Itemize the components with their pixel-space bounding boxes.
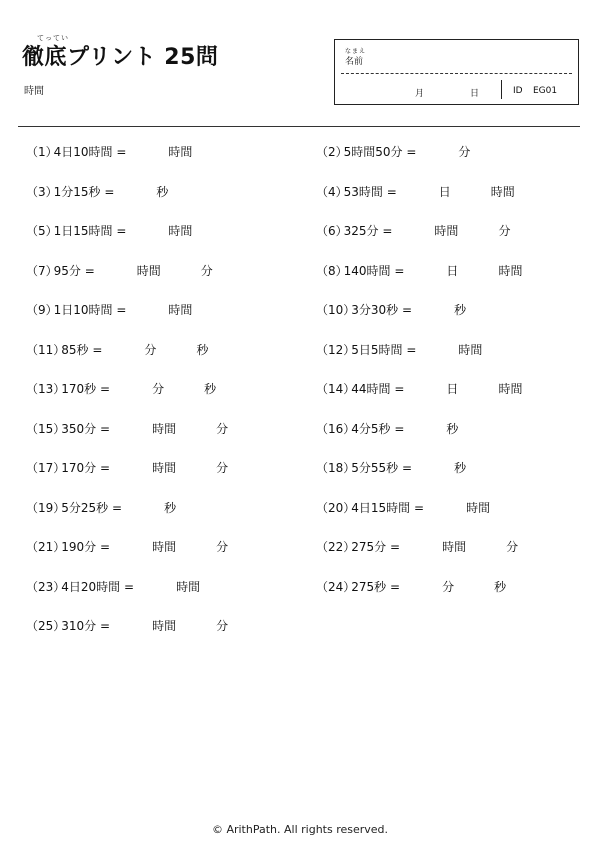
answer-unit: 分	[216, 540, 229, 554]
answer-unit: 時間	[442, 540, 467, 554]
problem-number: （18）	[316, 461, 356, 475]
problem-item	[316, 578, 592, 598]
problem-number: （21）	[26, 540, 66, 554]
answer-unit: 日	[446, 263, 459, 278]
problem-number: （23）	[26, 579, 66, 594]
month-label: 月	[415, 89, 425, 99]
answer-unit: 時間	[434, 224, 459, 238]
answer-unit: 秒	[164, 500, 177, 515]
problem-number: （20）	[316, 500, 356, 515]
answer-unit: 分	[216, 461, 229, 475]
answer-unit: 分	[200, 263, 213, 278]
answer-unit: 分	[216, 421, 229, 436]
id-value: EG01	[533, 86, 558, 96]
problem-expression: 85秒 =	[61, 342, 103, 357]
problem-expression: 275秒 =	[351, 579, 401, 594]
problem-expression: 53時間 =	[343, 184, 397, 199]
problem-expression: 5分25秒 =	[61, 500, 123, 515]
problem-item	[316, 301, 592, 321]
answer-unit: 時間	[498, 382, 523, 396]
answer-unit: 時間	[458, 342, 483, 357]
id-label: ID	[513, 86, 523, 96]
problem-number: （5）	[26, 224, 58, 238]
problem-item	[316, 143, 592, 163]
day-label: 日	[470, 89, 480, 99]
problem-item	[26, 420, 302, 440]
answer-unit: 時間	[168, 145, 193, 159]
problem-number: （15）	[26, 421, 66, 436]
answer-unit: 時間	[152, 619, 177, 633]
problem-number: （11）	[26, 342, 66, 357]
problem-item	[316, 499, 592, 519]
answer-unit: 時間	[498, 263, 523, 278]
name-dashed-line	[341, 73, 572, 74]
answer-unit: 秒	[156, 184, 169, 199]
problem-number: （3）	[26, 184, 58, 199]
problem-expression: 310分 =	[61, 619, 111, 633]
answer-unit: 秒	[454, 303, 467, 317]
problem-number: （12）	[316, 342, 356, 357]
answer-unit: 分	[152, 382, 165, 396]
answer-unit: 時間	[152, 540, 177, 554]
problem-number: （2）	[316, 145, 348, 159]
problem-expression: 1日15時間 =	[53, 224, 127, 238]
problem-expression: 4日15時間 =	[351, 500, 425, 515]
copyright-footer: © ArithPath. All rights reserved.	[211, 823, 389, 836]
problem-expression: 190分 =	[61, 540, 111, 554]
problem-item	[316, 341, 592, 361]
answer-unit: 日	[446, 382, 459, 396]
problem-item	[26, 380, 302, 400]
problem-item	[26, 301, 302, 321]
answer-unit: 時間	[168, 303, 193, 317]
answer-unit: 時間	[168, 224, 193, 238]
problem-number: （24）	[316, 579, 356, 594]
name-ruby: なまえ	[345, 48, 367, 55]
problem-expression: 44時間 =	[351, 382, 405, 396]
problem-expression: 350分 =	[61, 421, 111, 436]
answer-unit: 時間	[490, 184, 515, 199]
answer-unit: 分	[144, 342, 157, 357]
problem-expression: 3分30秒 =	[351, 303, 413, 317]
answer-unit: 分	[442, 579, 455, 594]
name-label: 名前	[345, 57, 364, 67]
problem-number: （19）	[26, 500, 66, 515]
problem-item	[26, 578, 302, 598]
problem-item	[26, 222, 302, 242]
problem-expression: 95分 =	[53, 263, 95, 278]
name-box	[334, 39, 579, 105]
problem-expression: 1日10時間 =	[53, 303, 127, 317]
problem-item	[316, 222, 592, 242]
problem-number: （4）	[316, 184, 348, 199]
problem-expression: 170秒 =	[61, 382, 111, 396]
problem-expression: 5時間50分 =	[343, 145, 417, 159]
problem-expression: 275分 =	[351, 540, 401, 554]
problem-item	[316, 380, 592, 400]
problem-number: （10）	[316, 303, 356, 317]
answer-unit: 時間	[152, 461, 177, 475]
problem-expression: 4分5秒 =	[351, 421, 405, 436]
problem-item	[316, 459, 592, 479]
problem-item	[316, 420, 592, 440]
answer-unit: 分	[498, 224, 511, 238]
problem-expression: 4日10時間 =	[53, 145, 127, 159]
answer-unit: 秒	[494, 579, 507, 594]
answer-unit: 分	[506, 540, 519, 554]
title-ruby: てってい	[37, 34, 69, 42]
answer-unit: 時間	[466, 500, 491, 515]
problem-item	[26, 183, 302, 203]
problem-expression: 140時間 =	[343, 263, 405, 278]
answer-unit: 日	[438, 184, 451, 199]
problem-item	[26, 262, 302, 282]
problem-item	[316, 183, 592, 203]
problem-item	[26, 459, 302, 479]
problem-list	[0, 140, 600, 640]
problem-number: （14）	[316, 382, 356, 396]
problem-expression: 325分 =	[343, 224, 393, 238]
answer-unit: 時間	[176, 579, 201, 594]
page-subtitle: 時間	[24, 86, 44, 97]
id-separator	[501, 80, 502, 99]
problem-expression: 5日5時間 =	[351, 342, 417, 357]
problem-item	[26, 617, 302, 637]
problem-number: （25）	[26, 619, 66, 633]
answer-unit: 秒	[446, 421, 459, 436]
problem-item	[26, 499, 302, 519]
problem-number: （9）	[26, 303, 58, 317]
problem-number: （7）	[26, 263, 58, 278]
problem-number: （6）	[316, 224, 348, 238]
problem-number: （17）	[26, 461, 66, 475]
problem-expression: 4日20時間 =	[61, 579, 135, 594]
answer-unit: 分	[216, 619, 229, 633]
answer-unit: 分	[458, 145, 471, 159]
problem-item	[26, 143, 302, 163]
answer-unit: 秒	[204, 382, 217, 396]
problem-item	[26, 538, 302, 558]
problem-item	[316, 262, 592, 282]
problem-number: （13）	[26, 382, 66, 396]
answer-unit: 時間	[152, 421, 177, 436]
problem-expression: 1分15秒 =	[53, 184, 115, 199]
problem-item	[316, 538, 592, 558]
problem-number: （8）	[316, 263, 348, 278]
answer-unit: 秒	[454, 461, 467, 475]
page-title: 徹底プリント 25問	[22, 45, 219, 70]
header-divider	[18, 126, 580, 127]
problem-expression: 5分55秒 =	[351, 461, 413, 475]
problem-item	[26, 341, 302, 361]
problem-number: （16）	[316, 421, 356, 436]
problem-number: （1）	[26, 145, 58, 159]
answer-unit: 時間	[136, 263, 161, 278]
answer-unit: 秒	[196, 342, 209, 357]
problem-number: （22）	[316, 540, 356, 554]
problem-expression: 170分 =	[61, 461, 111, 475]
